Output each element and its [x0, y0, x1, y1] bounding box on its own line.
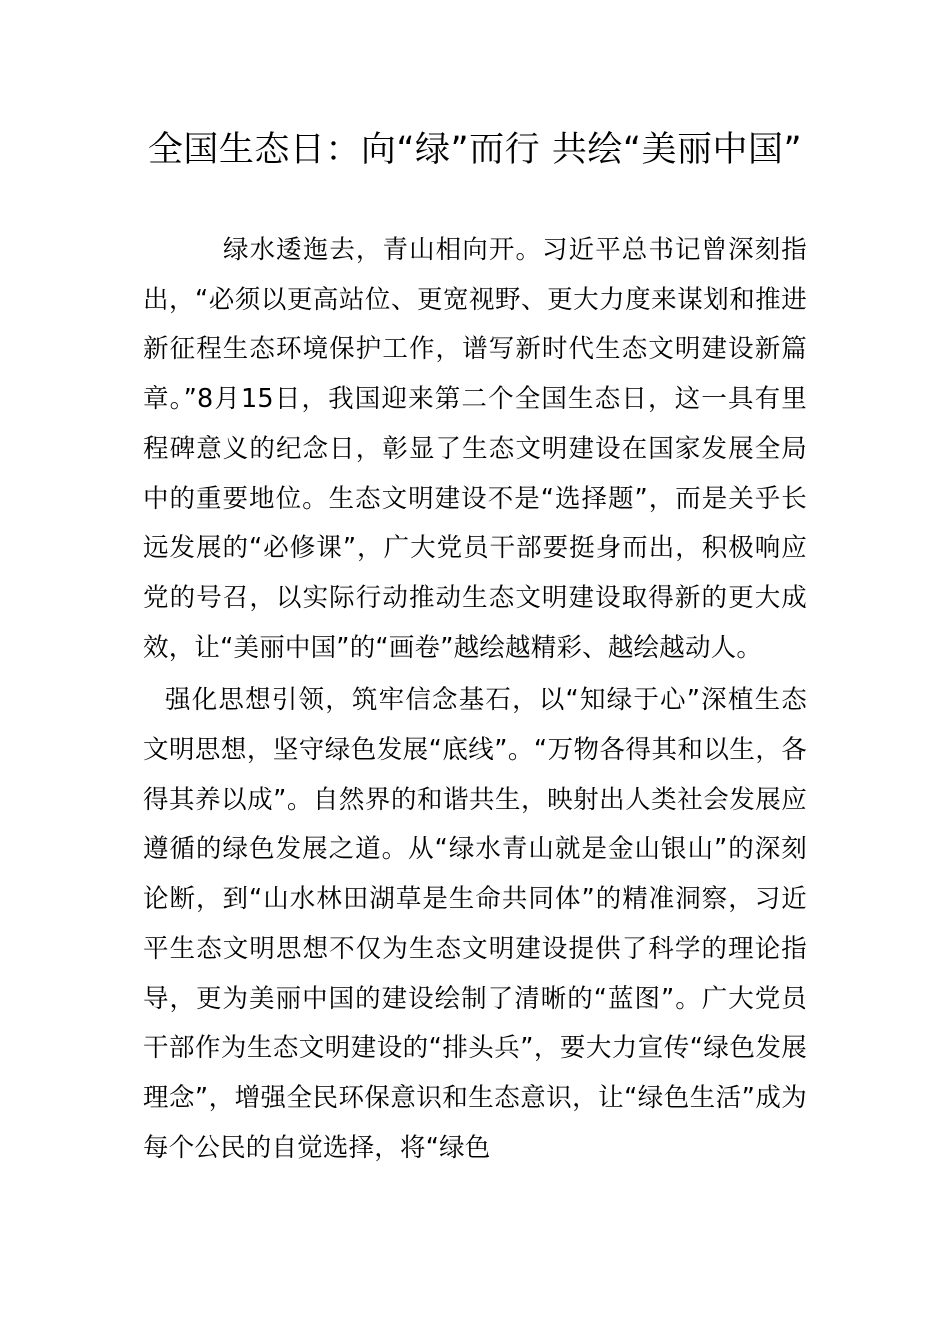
document-body: [143, 226, 807, 1176]
paragraph-1: 绿水逶迤去，青山相向开。习近平总书记曾深刻指出，“必须以更高站位、更宽视野、更大力度来谋划和推进新征程生态环境保护工作，谱写新时代生态文明建设新篇章。”8月15日，我国迎来第二个全国生态日，这一具有里程碑意义的纪念日，彰显了生态文明建设在国家发展全局中的重要地位。生态文明建设不是“选择题”，而是关乎长远发展的“必修课”，广大党员干部要挺身而出，积极响应党的号召，以实际行动推动生态文明建设取得新的更大成效，让“美丽中国”的“画卷”越绘越精彩、越绘越动人。: [143, 235, 807, 663]
paragraph-2: 强化思想引领，筑牢信念基石，以“知绿于心”深植生态文明思想，坚守绿色发展“底线”。“万物各得其和以生，各得其养以成”。自然界的和谐共生，映射出人类社会发展应遵循的绿色发展之道。从“绿水青山就是金山银山”的深刻论断，到“山水林田湖草是生命共同体”的精准洞察，习近平生态文明思想不仅为生态文明建设提供了科学的理论指导，更为美丽中国的建设绘制了清晰的“蓝图”。广大党员干部作为生态文明建设的“排头兵”，要大力宣传“绿色发展理念”，增强全民环保意识和生态意识，让“绿色生活”成为每个公民的自觉选择，将“绿色: [143, 685, 807, 1163]
document-title: 全国生态日：向“绿”而行 共绘“美丽中国”: [147, 130, 803, 170]
